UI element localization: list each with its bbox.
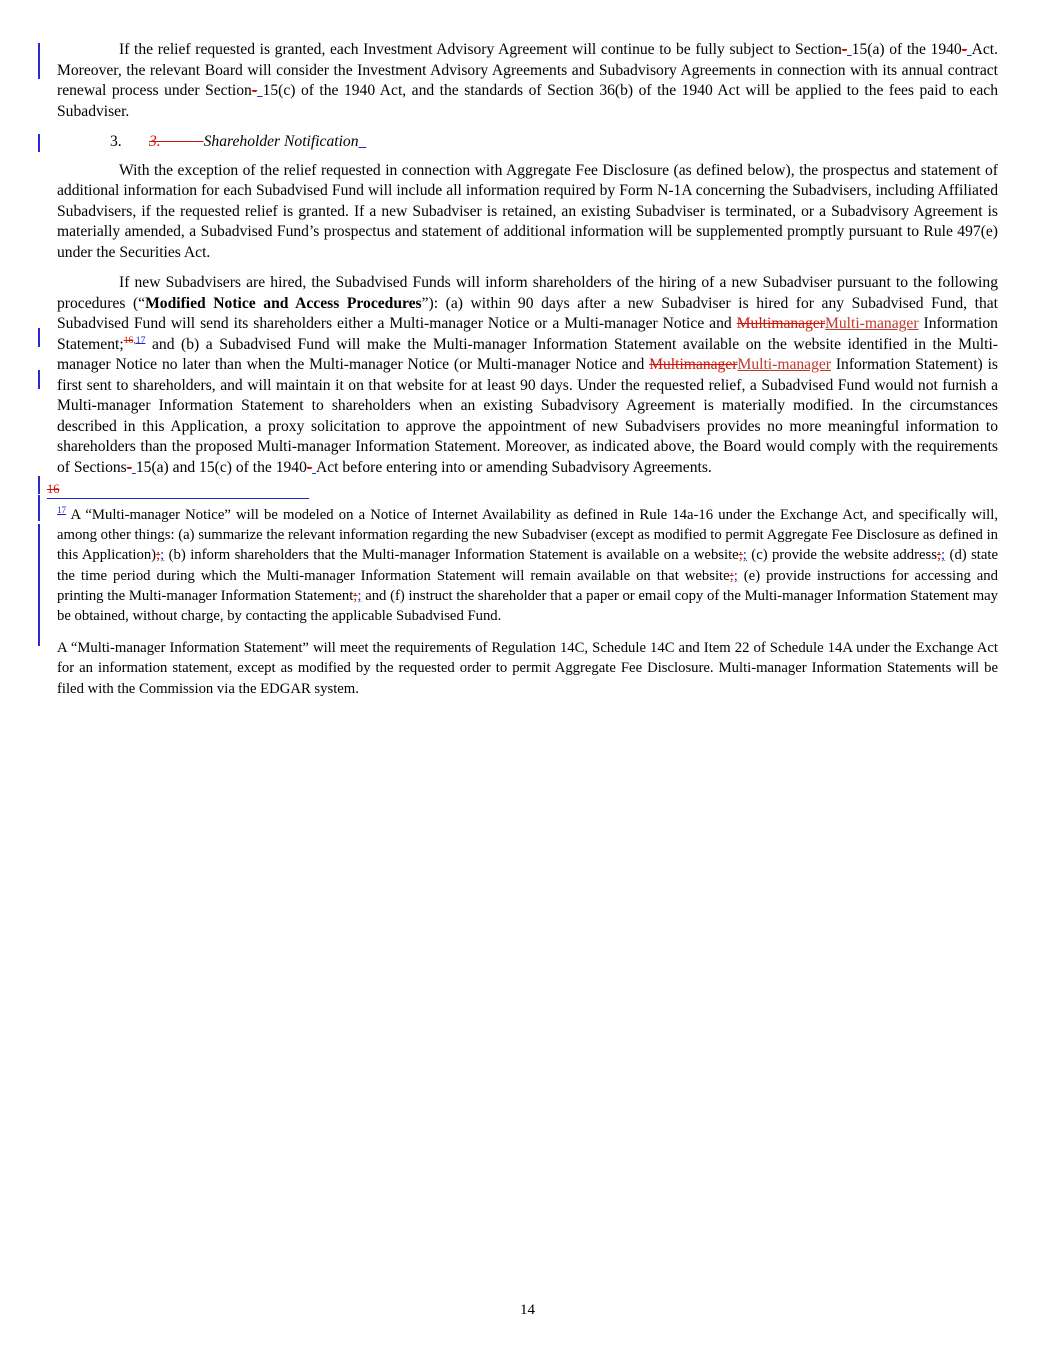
page-number: 14 — [520, 1302, 535, 1318]
text-run: (b) inform shareholders that the Multi-manager Information Statement is available on a website — [164, 547, 739, 564]
text-run: - — [961, 41, 967, 58]
text-run: 15(c) of the 1940 Act, and the standards of Section 36(b) of the 1940 Act will be applied to the fees paid to each Subadviser. — [57, 82, 1002, 120]
paragraph-prospectus-disclosure — [57, 161, 1002, 264]
text-run: ; — [160, 547, 165, 564]
text-run: Multimanager — [736, 315, 825, 332]
text-run: - — [251, 82, 258, 99]
text-run: ”): (a) within 90 days after a new Subadviser is hired for any Subadvised Fund, that Subadvised Fund will send its shareholders either a Multi-manager Notice or a Multi-manager Notice and — [57, 294, 1002, 332]
text-run: ; — [729, 567, 734, 584]
text-run: ; — [733, 567, 738, 584]
footnote-17 — [57, 505, 1002, 626]
text-run: and (f) instruct the shareholder that a paper or email copy of the Multi-manager Information Statement may be obtained, without charge, by contacting the applicable Subadvised Fund. — [57, 587, 1002, 625]
paragraph-relief-granted — [57, 40, 1002, 122]
text-run: Shareholder Notification — [203, 133, 359, 150]
change-bar — [38, 524, 40, 646]
text-run: - — [841, 41, 848, 58]
text-run: 15(a) and 15(c) of the 1940 — [135, 458, 307, 476]
text-run: ; — [936, 547, 942, 564]
text-run: (d) state the time period during which the Multi-manager Information Statement will remain available on that website — [57, 547, 1002, 584]
text-run: Multi-manager — [825, 315, 919, 332]
text-run: A “Multi-manager Information Statement” will meet the requirements of Regulation 14C, Schedule 14C and Item 22 of Schedule 14A under the Exchange Act for an information statement, except as modified by the requested order to permit Aggregate Fee Disclosure. Multi-manager Information Statements will be filed with the Commission via the EDGAR system. — [57, 640, 1002, 697]
text-run: 16 — [123, 334, 134, 346]
text-run: Multi-manager — [737, 356, 832, 373]
text-run: Multimanager — [649, 356, 738, 373]
text-run — [359, 133, 367, 150]
text-run: - — [126, 458, 132, 476]
text-run: (c) provide the website address — [746, 547, 937, 564]
text-run: 15(a) of the 1940 — [851, 41, 962, 58]
text-run: ; — [738, 547, 743, 564]
text-run: and (b) a Subadvised Fund will make the Multi-manager Information Statement available on the website identified in the Multi-manager Notice no later than when the Multi-manager Notice (or Multi-manager Notice and — [57, 335, 998, 373]
change-bar — [38, 476, 40, 494]
heading-shareholder-notification — [57, 132, 998, 153]
text-run: (e) provide instructions for accessing and printing the Multi-manager Information Statement — [57, 567, 1002, 604]
text-run: Information Statement; — [57, 315, 1002, 353]
change-bar — [38, 495, 40, 521]
paragraph-notice-procedures — [57, 273, 1002, 478]
text-run: Act. Moreover, the relevant Board will consider the Investment Advisory Agreements and Subadvisory Agreements in connection with its annual contract renewal process under Section — [57, 41, 1002, 99]
text-run: Modified Notice and Access Procedures — [145, 294, 422, 312]
text-run: ; — [156, 547, 161, 564]
text-run: If the relief requested is granted, each Investment Advisory Agreement will continue to be fully subject to Section — [119, 41, 842, 58]
text-run: ; — [742, 547, 747, 564]
text-run — [122, 133, 149, 150]
footnote-continuation — [57, 638, 1002, 699]
change-bar — [38, 328, 40, 347]
text-run: 17 — [57, 505, 67, 516]
text-run: ; — [941, 547, 946, 564]
change-bar — [38, 43, 40, 79]
text-run: If new Subadvisers are hired, the Subadvised Funds will inform shareholders of the hiring of a new Subadviser pursuant to the following procedures (“ — [57, 274, 1002, 312]
document-content — [47, 40, 1002, 711]
footnote-separator — [47, 482, 998, 499]
text-run: ; — [357, 587, 362, 604]
text-run: - — [306, 458, 313, 476]
text-run: ; — [353, 587, 358, 604]
change-bar — [38, 370, 40, 389]
footnote-separator-line — [47, 498, 309, 499]
text-run: Act before entering into or amending Subadvisory Agreements. — [316, 458, 712, 476]
text-run: ,17 — [133, 334, 146, 346]
text-run: Information Statement) is first sent to shareholders, and will maintain it on that website for at least 90 days. Under the requested relief, a Subadvised Fund would not furnish a Multi-manager Information Statement to shareholders when an existing Subadvisory Agreement is materially modified. In the circumstances described in this Application, a proxy solicitation to approve the appointment of new Subadvisers provides no more meaningful information to shareholders than the proposed Multi-manager Information Statement. Moreover, as indicated above, the Board would comply with the requirements of Sections — [57, 356, 1002, 476]
deleted-footnote-marker: 16 — [47, 482, 60, 496]
text-run: A “Multi-manager Notice” will be modeled on a Notice of Internet Availability as defined in Rule 14a-16 under the Exchange Act, and specifically will, among other things: (a) summarize the relevant information regarding the new Subadviser (except as modified to permit Aggregate Fee Disclosure as defined in this Application) — [57, 507, 1002, 564]
change-bar — [38, 134, 40, 152]
text-run — [161, 133, 204, 150]
text-run: 3. — [149, 133, 161, 150]
text-run: With the exception of the relief requested in connection with Aggregate Fee Disclosure (as defined below), the prospectus and statement of additional information for each Subadvised Fund will include all information required by Form N-1A concerning the Subadvisers, including Affiliated Subadvisers, if the requested relief is granted. If a new Subadviser is retained, an existing Subadviser is terminated, or a Subadvisory Agreement is materially amended, a Subadvised Fund’s prospectus and statement of additional information will be supplemented promptly pursuant to Rule 497(e) under the Securities Act. — [57, 161, 1002, 261]
text-run: 3. — [110, 133, 122, 150]
